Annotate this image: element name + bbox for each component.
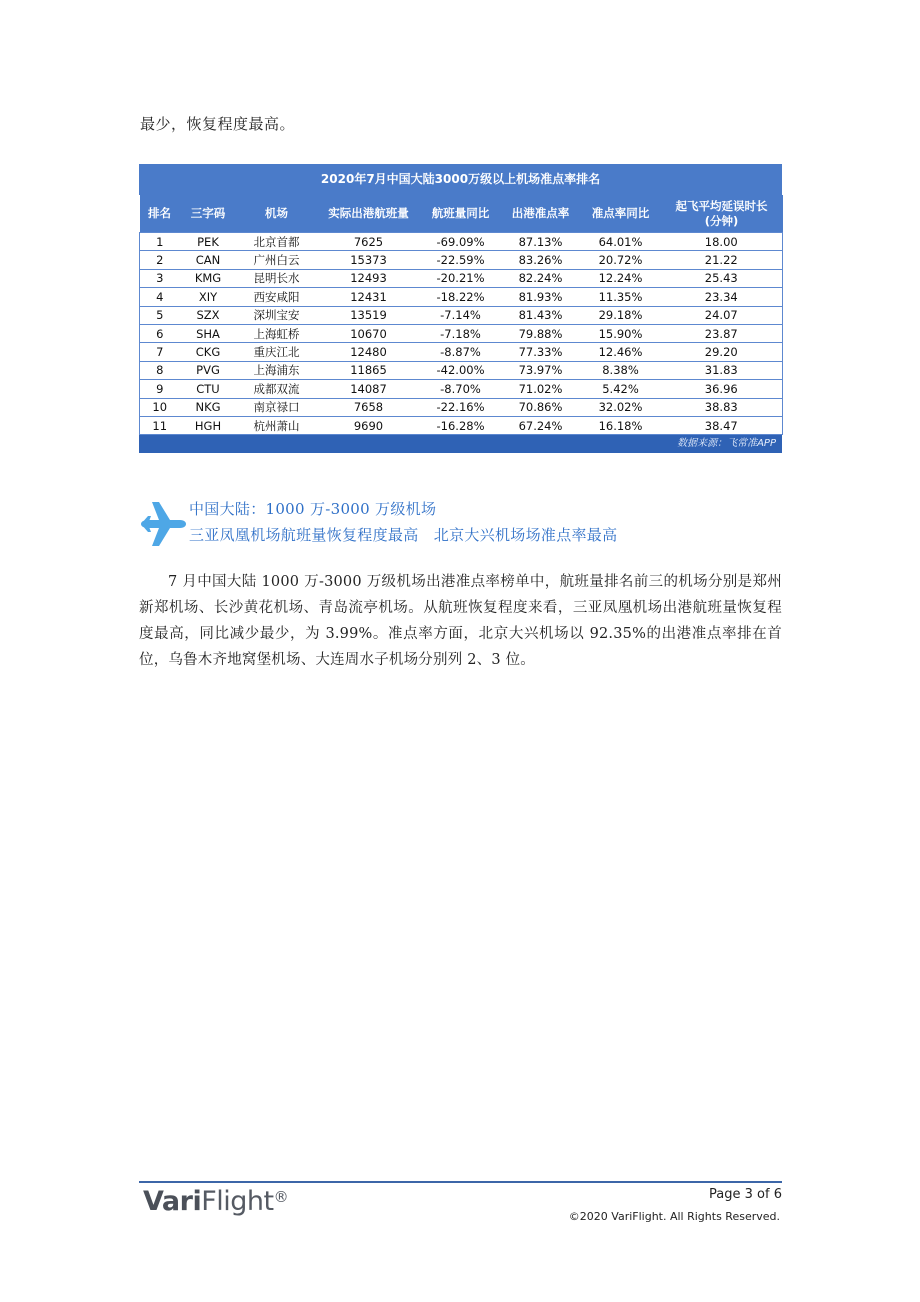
section-subtitle: 三亚凤凰机场航班量恢复程度最高 北京大兴机场场准点率最高 (189, 526, 618, 544)
logo-bold: Vari (143, 1186, 202, 1217)
table-cell: 38.47 (661, 416, 783, 434)
table-row (140, 269, 783, 287)
table-cell: -22.16% (421, 398, 501, 416)
table-cell: 9690 (317, 416, 421, 434)
table-cell: XIY (180, 288, 237, 306)
header-avg-delay-unit: (分钟) (704, 213, 739, 228)
section-title: 中国大陆：1000 万-3000 万级机场 (189, 500, 437, 518)
table-cell: 32.02% (581, 398, 661, 416)
table-cell: 2 (140, 251, 180, 269)
table-cell: NKG (180, 398, 237, 416)
table-cell: 29.18% (581, 306, 661, 324)
table-cell: 广州白云 (237, 251, 317, 269)
header-avg-delay-label: 起飞平均延误时长 (675, 198, 768, 213)
table-cell: 67.24% (501, 416, 581, 434)
table-cell: 7 (140, 343, 180, 361)
table-cell: 24.07 (661, 306, 783, 324)
header-departures: 实际出港航班量 (317, 195, 421, 233)
header-iata: 三字码 (180, 195, 237, 233)
logo-rest: Flight (201, 1186, 274, 1217)
table-source: 数据来源：飞常准APP (139, 435, 782, 453)
table-cell: 1 (140, 233, 180, 251)
table-cell: 81.93% (501, 288, 581, 306)
header-ontime-yoy: 准点率同比 (581, 195, 661, 233)
table-cell: 38.83 (661, 398, 783, 416)
table-row (140, 324, 783, 342)
table-cell: 南京禄口 (237, 398, 317, 416)
table-cell: 14087 (317, 380, 421, 398)
table-cell: 71.02% (501, 380, 581, 398)
table-row (140, 416, 783, 434)
table-title: 2020年7月中国大陆3000万级以上机场准点率排名 (139, 164, 782, 195)
table-cell: 25.43 (661, 269, 783, 287)
table-cell: 77.33% (501, 343, 581, 361)
table-cell: -22.59% (421, 251, 501, 269)
table-cell: 5 (140, 306, 180, 324)
table-cell: 杭州萧山 (237, 416, 317, 434)
table-cell: 73.97% (501, 361, 581, 379)
table-cell: 7625 (317, 233, 421, 251)
table-cell: -16.28% (421, 416, 501, 434)
table-cell: 16.18% (581, 416, 661, 434)
header-avg-delay (661, 195, 783, 233)
table-cell: 15.90% (581, 324, 661, 342)
table-cell: 8.38% (581, 361, 661, 379)
header-ontime-rate: 出港准点率 (501, 195, 581, 233)
table-cell: 5.42% (581, 380, 661, 398)
table-header-row (140, 195, 783, 233)
table-cell: 20.72% (581, 251, 661, 269)
table-cell: 31.83 (661, 361, 783, 379)
table-cell: 12480 (317, 343, 421, 361)
table-cell: 21.22 (661, 251, 783, 269)
table-cell: 深圳宝安 (237, 306, 317, 324)
table-cell: 8 (140, 361, 180, 379)
table-cell: 12431 (317, 288, 421, 306)
table-cell: KMG (180, 269, 237, 287)
table-cell: PEK (180, 233, 237, 251)
table-cell: SZX (180, 306, 237, 324)
table-row (140, 343, 783, 361)
table-cell: 11.35% (581, 288, 661, 306)
section-heading (139, 498, 739, 550)
table-cell: 上海浦东 (237, 361, 317, 379)
table-cell: 4 (140, 288, 180, 306)
table-row (140, 398, 783, 416)
table-cell: 12.24% (581, 269, 661, 287)
table-cell: 12493 (317, 269, 421, 287)
table-cell: 10670 (317, 324, 421, 342)
table-cell: 重庆江北 (237, 343, 317, 361)
table-cell: -8.70% (421, 380, 501, 398)
table-cell: CKG (180, 343, 237, 361)
table-cell: 87.13% (501, 233, 581, 251)
table-cell: 3 (140, 269, 180, 287)
page-number: Page 3 of 6 (709, 1187, 782, 1202)
table-cell: 36.96 (661, 380, 783, 398)
table-cell: 83.26% (501, 251, 581, 269)
table-cell: -7.14% (421, 306, 501, 324)
table-cell: HGH (180, 416, 237, 434)
table-row (140, 380, 783, 398)
table-cell: -20.21% (421, 269, 501, 287)
table-cell: 成都双流 (237, 380, 317, 398)
table-row (140, 361, 783, 379)
table-cell: 北京首都 (237, 233, 317, 251)
header-flight-yoy: 航班量同比 (421, 195, 501, 233)
table-cell: 10 (140, 398, 180, 416)
table-cell: 64.01% (581, 233, 661, 251)
table-row (140, 233, 783, 251)
table-cell: -69.09% (421, 233, 501, 251)
table-cell: 79.88% (501, 324, 581, 342)
table-cell: 6 (140, 324, 180, 342)
table-cell: 18.00 (661, 233, 783, 251)
logo-registered: ® (273, 1188, 289, 1206)
header-airport: 机场 (237, 195, 317, 233)
copyright: ©2020 VariFlight. All Rights Reserved. (568, 1210, 780, 1223)
table-cell: CTU (180, 380, 237, 398)
table-cell: 82.24% (501, 269, 581, 287)
table-row (140, 251, 783, 269)
table-cell: PVG (180, 361, 237, 379)
table-cell: 70.86% (501, 398, 581, 416)
intro-text: 最少，恢复程度最高。 (140, 115, 296, 133)
table-cell: -8.87% (421, 343, 501, 361)
table-cell: 7658 (317, 398, 421, 416)
table-cell: 11 (140, 416, 180, 434)
table-cell: 昆明长水 (237, 269, 317, 287)
table-row (140, 288, 783, 306)
table-cell: -42.00% (421, 361, 501, 379)
table-cell: 上海虹桥 (237, 324, 317, 342)
footer-divider (139, 1181, 782, 1183)
table-cell: 西安咸阳 (237, 288, 317, 306)
table-cell: 11865 (317, 361, 421, 379)
table-cell: 23.87 (661, 324, 783, 342)
table-cell: 9 (140, 380, 180, 398)
header-rank: 排名 (140, 195, 180, 233)
variflight-logo (143, 1186, 288, 1217)
table-cell: -7.18% (421, 324, 501, 342)
table-cell: 81.43% (501, 306, 581, 324)
table-cell: SHA (180, 324, 237, 342)
body-paragraph: 7 月中国大陆 1000 万-3000 万级机场出港准点率榜单中，航班量排名前三的机场分别是郑州新郑机场、长沙黄花机场、青岛流亭机场。从航班恢复程度来看，三亚凤凰机场出港航班量恢复程度最高，同比减少最少，为 3.99%。准点率方面，北京大兴机场以 92.35%的出港准点率排在首位，乌鲁木齐地窝堡机场、大连周水子机场分别列 2、3 位。 (139, 574, 782, 668)
table-cell: CAN (180, 251, 237, 269)
table-cell: 29.20 (661, 343, 783, 361)
table-cell: -18.22% (421, 288, 501, 306)
table-cell: 23.34 (661, 288, 783, 306)
table-row (140, 306, 783, 324)
punctuality-ranking-table (139, 164, 782, 453)
table-cell: 13519 (317, 306, 421, 324)
table-cell: 15373 (317, 251, 421, 269)
table-cell: 12.46% (581, 343, 661, 361)
airplane-icon (139, 498, 187, 550)
